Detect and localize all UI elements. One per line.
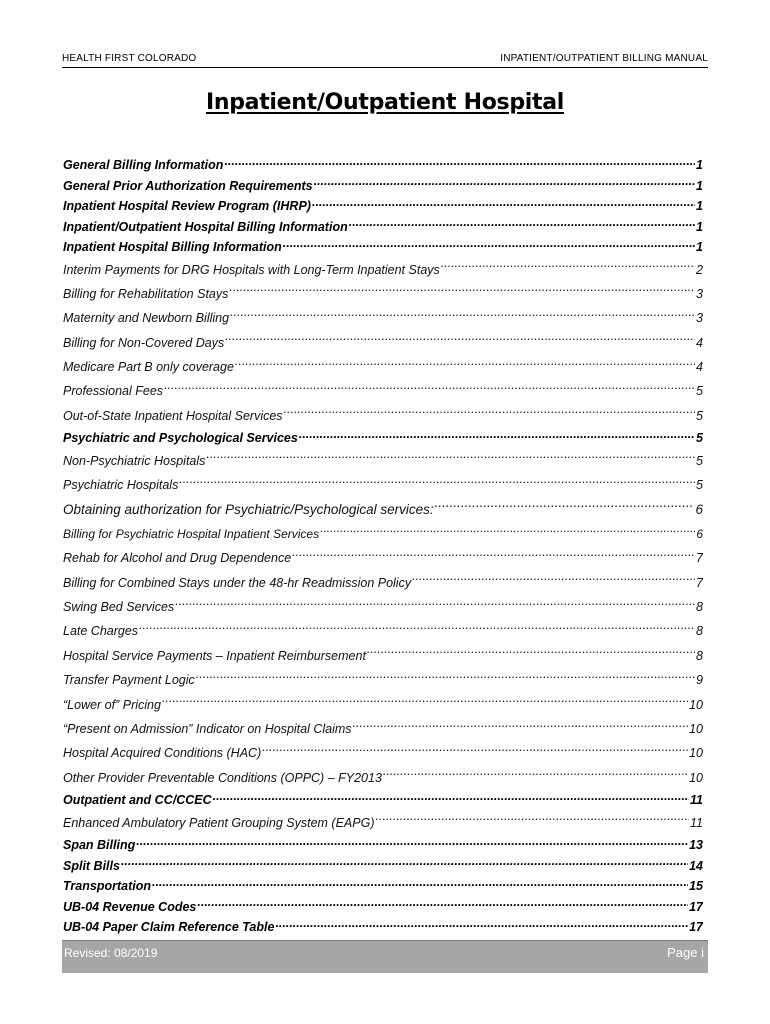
toc-dot-leader xyxy=(284,407,695,420)
toc-dot-leader xyxy=(441,261,695,274)
toc-dot-leader xyxy=(376,814,690,827)
toc-entry-page: 8 xyxy=(696,648,703,663)
toc-entry-label: “Present on Admission” Indicator on Hospital Claims xyxy=(63,722,352,737)
toc-entry-page: 6 xyxy=(696,526,703,541)
table-of-contents xyxy=(63,155,703,938)
toc-entry-label: Inpatient Hospital Review Program (IHRP) xyxy=(63,199,311,213)
toc-entry-page: 17 xyxy=(689,899,703,914)
toc-entry-label: Hospital Service Payments – Inpatient Reimbursement xyxy=(63,648,366,663)
toc-entry-page: 13 xyxy=(689,838,703,853)
toc-entry[interactable] xyxy=(63,876,703,897)
toc-dot-leader xyxy=(224,157,695,170)
toc-dot-leader xyxy=(175,599,695,612)
toc-entry-page: 6 xyxy=(695,501,703,517)
toc-entry-page: 9 xyxy=(696,673,703,688)
toc-entry-page: 14 xyxy=(689,858,703,873)
page-footer xyxy=(62,940,708,973)
toc-entry[interactable] xyxy=(63,498,703,522)
toc-entry-label: Billing for Non-Covered Days xyxy=(63,335,225,350)
toc-entry[interactable] xyxy=(63,217,703,238)
toc-entry[interactable] xyxy=(63,811,703,835)
toc-entry[interactable] xyxy=(63,619,703,643)
toc-entry[interactable] xyxy=(63,741,703,765)
toc-dot-leader xyxy=(262,745,688,758)
toc-dot-leader xyxy=(367,647,695,660)
toc-dot-leader xyxy=(230,310,695,323)
toc-entry[interactable] xyxy=(63,196,703,217)
toc-dot-leader xyxy=(320,526,695,538)
toc-entry-page: 4 xyxy=(696,360,703,375)
toc-dot-leader xyxy=(197,898,688,911)
toc-entry-label: Billing for Combined Stays under the 48-hr Readmission Policy xyxy=(63,575,412,590)
toc-entry-label: Billing for Psychiatric Hospital Inpatient Services xyxy=(63,526,320,541)
toc-dot-leader xyxy=(152,878,688,891)
toc-entry-label: Billing for Rehabilitation Stays xyxy=(63,286,229,301)
toc-entry-page: 3 xyxy=(696,286,703,301)
toc-entry-page: 17 xyxy=(689,920,703,935)
toc-entry[interactable] xyxy=(63,473,703,497)
toc-entry-page: 7 xyxy=(696,575,703,590)
toc-entry[interactable] xyxy=(63,717,703,741)
toc-entry-label: Psychiatric Hospitals xyxy=(63,478,179,493)
toc-dot-leader xyxy=(164,383,695,396)
toc-entry-label: “Lower of” Pricing xyxy=(63,697,161,712)
toc-entry-label: Rehab for Alcohol and Drug Dependence xyxy=(63,551,292,566)
toc-entry-label: Span Billing xyxy=(63,838,136,853)
toc-dot-leader xyxy=(412,574,695,587)
toc-dot-leader xyxy=(206,452,695,465)
toc-entry[interactable] xyxy=(63,331,703,355)
toc-entry-page: 15 xyxy=(689,879,703,894)
toc-dot-leader xyxy=(292,550,695,563)
toc-dot-leader xyxy=(179,477,695,490)
header-left-text: HEALTH FIRST COLORADO xyxy=(62,53,197,64)
toc-entry-page: 8 xyxy=(696,600,703,615)
toc-entry[interactable] xyxy=(63,176,703,197)
toc-entry-label: Transportation xyxy=(63,879,151,894)
toc-entry-page: 1 xyxy=(696,219,703,234)
toc-entry-page: 11 xyxy=(690,793,703,808)
toc-entry[interactable] xyxy=(63,258,703,282)
toc-dot-leader xyxy=(275,919,688,932)
toc-entry-label: Hospital Acquired Conditions (HAC) xyxy=(63,746,262,761)
toc-entry[interactable] xyxy=(63,856,703,877)
toc-entry[interactable] xyxy=(63,379,703,403)
toc-entry-page: 10 xyxy=(689,770,703,785)
toc-entry-page: 1 xyxy=(696,240,703,254)
toc-entry[interactable] xyxy=(63,693,703,717)
toc-dot-leader xyxy=(213,792,689,805)
toc-dot-leader xyxy=(435,500,695,514)
toc-entry[interactable] xyxy=(63,644,703,668)
toc-dot-leader xyxy=(299,430,695,443)
toc-entry[interactable] xyxy=(63,546,703,570)
toc-entry-label: Enhanced Ambulatory Patient Grouping System (EAPG) xyxy=(63,815,375,830)
toc-entry[interactable] xyxy=(63,835,703,856)
toc-entry-label: Medicare Part B only coverage xyxy=(63,360,234,375)
toc-entry-label: UB-04 Paper Claim Reference Table xyxy=(63,920,275,935)
toc-entry-page: 1 xyxy=(696,178,703,193)
toc-entry[interactable] xyxy=(63,449,703,473)
toc-dot-leader xyxy=(235,359,695,372)
toc-entry-label: Psychiatric and Psychological Services xyxy=(63,431,298,446)
toc-dot-leader xyxy=(283,239,695,252)
toc-entry-label: Split Bills xyxy=(63,858,120,873)
toc-dot-leader xyxy=(353,721,689,734)
toc-entry-page: 5 xyxy=(696,408,703,423)
toc-dot-leader xyxy=(312,198,695,211)
toc-entry[interactable] xyxy=(63,355,703,379)
toc-entry-label: General Billing Information xyxy=(63,158,224,172)
toc-dot-leader xyxy=(136,837,688,850)
toc-entry-page: 11 xyxy=(690,815,703,830)
toc-entry[interactable] xyxy=(63,404,703,428)
toc-entry-label: Outpatient and CC/CCEC xyxy=(63,793,212,808)
toc-dot-leader xyxy=(196,672,695,685)
toc-entry-page: 1 xyxy=(696,199,703,213)
toc-dot-leader xyxy=(225,334,695,347)
toc-entry-page: 3 xyxy=(696,311,703,326)
toc-entry-page: 8 xyxy=(696,624,703,639)
toc-entry[interactable] xyxy=(63,595,703,619)
toc-entry-label: Other Provider Preventable Conditions (OPPC) – FY2013 xyxy=(63,770,382,785)
toc-dot-leader xyxy=(314,177,695,190)
toc-entry-label: Out-of-State Inpatient Hospital Services xyxy=(63,408,283,423)
toc-entry-label: Interim Payments for DRG Hospitals with Long-Term Inpatient Stays xyxy=(63,262,440,277)
toc-entry-page: 10 xyxy=(689,746,703,761)
toc-dot-leader xyxy=(121,857,688,870)
toc-entry-page: 5 xyxy=(696,453,703,468)
toc-dot-leader xyxy=(349,218,695,231)
toc-entry-page: 5 xyxy=(696,384,703,399)
page-title: Inpatient/Outpatient Hospital xyxy=(205,90,565,115)
toc-entry[interactable] xyxy=(63,522,703,546)
toc-entry-label: Late Charges xyxy=(63,624,139,639)
toc-entry-label: Transfer Payment Logic xyxy=(63,673,195,688)
toc-entry-label: General Prior Authorization Requirements xyxy=(63,178,313,193)
toc-dot-leader xyxy=(139,623,695,636)
toc-entry[interactable] xyxy=(63,306,703,330)
toc-entry-page: 2 xyxy=(696,262,703,277)
toc-entry[interactable] xyxy=(63,917,703,938)
toc-entry-page: 7 xyxy=(696,551,703,566)
toc-entry[interactable] xyxy=(63,668,703,692)
toc-entry[interactable] xyxy=(63,766,703,790)
toc-dot-leader xyxy=(229,285,695,298)
toc-entry[interactable] xyxy=(63,237,703,258)
footer-page-number: Page i xyxy=(667,945,704,960)
toc-entry-label: Inpatient Hospital Billing Information xyxy=(63,240,282,254)
toc-entry-label: Inpatient/Outpatient Hospital Billing Information xyxy=(63,219,348,234)
toc-entry-label: Swing Bed Services xyxy=(63,600,175,615)
toc-entry[interactable] xyxy=(63,790,703,811)
toc-entry-label: Professional Fees xyxy=(63,384,164,399)
toc-entry-label: Non-Psychiatric Hospitals xyxy=(63,453,206,468)
toc-entry[interactable] xyxy=(63,282,703,306)
toc-entry-label: UB-04 Revenue Codes xyxy=(63,899,197,914)
toc-entry-label: Maternity and Newborn Billing xyxy=(63,311,230,326)
toc-entry[interactable] xyxy=(63,571,703,595)
toc-entry-page: 1 xyxy=(696,158,703,172)
toc-entry-page: 10 xyxy=(689,697,703,712)
toc-entry[interactable] xyxy=(63,897,703,918)
toc-entry-page: 5 xyxy=(696,478,703,493)
toc-entry-page: 4 xyxy=(696,335,703,350)
toc-entry[interactable] xyxy=(63,155,703,176)
toc-entry-label: Obtaining authorization for Psychiatric/Psychological services: xyxy=(63,501,434,517)
footer-revised-date: Revised: 08/2019 xyxy=(64,946,158,960)
toc-entry-page: 5 xyxy=(696,431,703,446)
toc-dot-leader xyxy=(162,696,688,709)
toc-entry[interactable] xyxy=(63,428,703,449)
page-header xyxy=(62,50,708,68)
toc-entry-page: 10 xyxy=(689,722,703,737)
toc-dot-leader xyxy=(383,769,688,782)
header-right-text: INPATIENT/OUTPATIENT BILLING MANUAL xyxy=(500,53,708,64)
